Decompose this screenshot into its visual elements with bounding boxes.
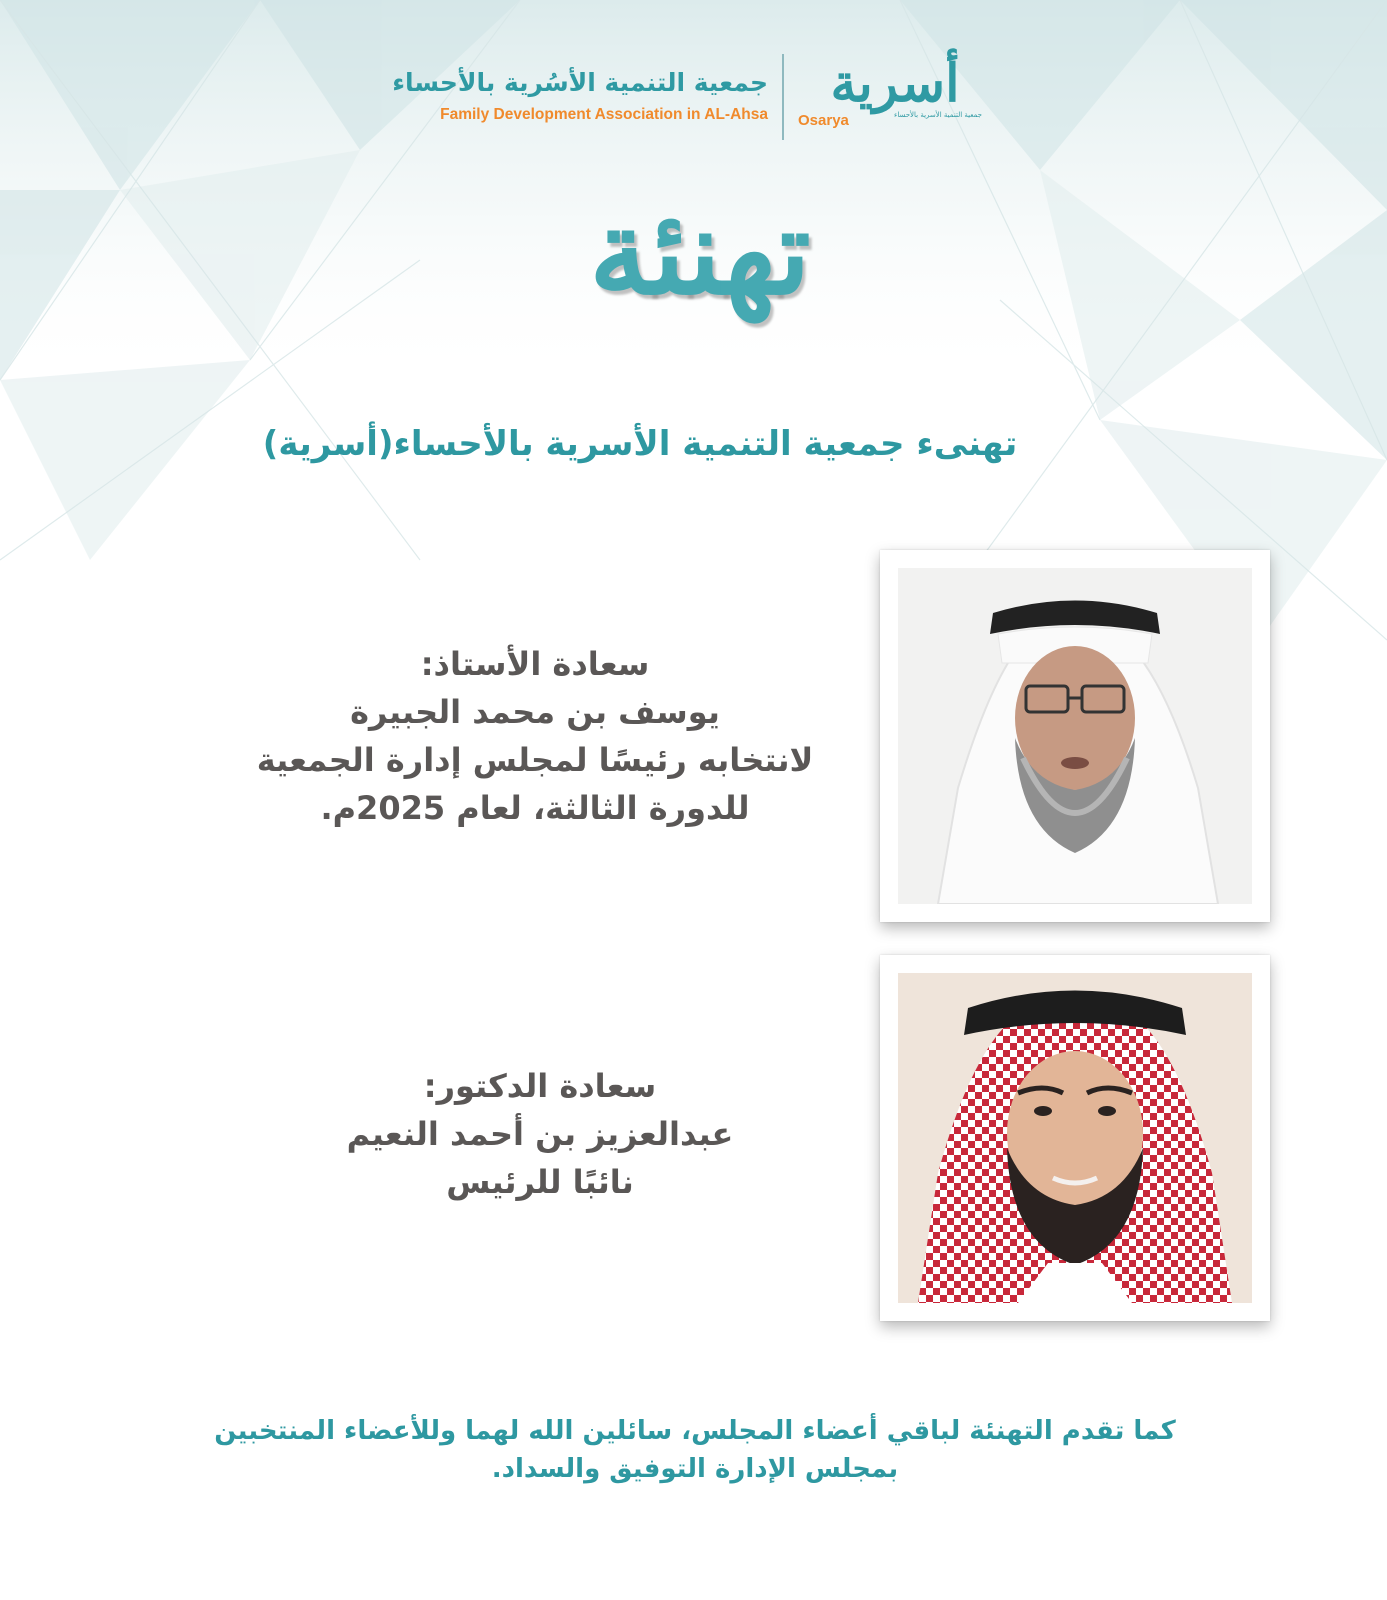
footer-line-1: كما تقدم التهنئة لباقي أعضاء المجلس، سائلين الله لهما وللأعضاء المنتخبين <box>214 1416 1176 1446</box>
person-2-title: سعادة الدكتور: <box>423 1067 657 1105</box>
brand-mark: أسرية <box>830 53 960 114</box>
portrait-photo-1 <box>898 568 1252 904</box>
person-1-role-line-2: للدورة الثالثة، لعام 2025م. <box>320 789 750 827</box>
brand-tagline: جمعية التنمية الأسرية بالأحساء <box>894 111 982 119</box>
person-2-role: نائبًا للرئيس <box>446 1163 634 1201</box>
association-name-english: Family Development Association in AL-Ahsa <box>440 106 768 123</box>
portrait-frame-1 <box>880 550 1270 922</box>
person-2-details <box>220 1062 860 1206</box>
logo-divider <box>782 54 784 140</box>
person-1-role-line-1: لانتخابه رئيسًا لمجلس إدارة الجمعية <box>256 741 814 779</box>
association-name-arabic: جمعية التنمية الأسُرية بالأحساء <box>392 68 768 97</box>
portrait-photo-2 <box>898 973 1252 1303</box>
brand-name-english: Osarya <box>798 112 849 129</box>
association-logo <box>380 48 1000 148</box>
person-1-details <box>200 640 870 832</box>
footer-line-2: بمجلس الإدارة التوفيق والسداد. <box>491 1454 899 1484</box>
footer-message <box>120 1412 1270 1488</box>
congratulation-line: تهنىء جمعية التنمية الأسرية بالأحساء(أسرية) <box>262 424 1018 464</box>
person-1-name: يوسف بن محمد الجبيرة <box>350 693 720 731</box>
person-2-name: عبدالعزيز بن أحمد النعيم <box>346 1115 734 1153</box>
person-1-title: سعادة الأستاذ: <box>420 645 650 683</box>
calligraphy-title: تهنئة <box>589 182 811 321</box>
portrait-frame-2 <box>880 955 1270 1321</box>
